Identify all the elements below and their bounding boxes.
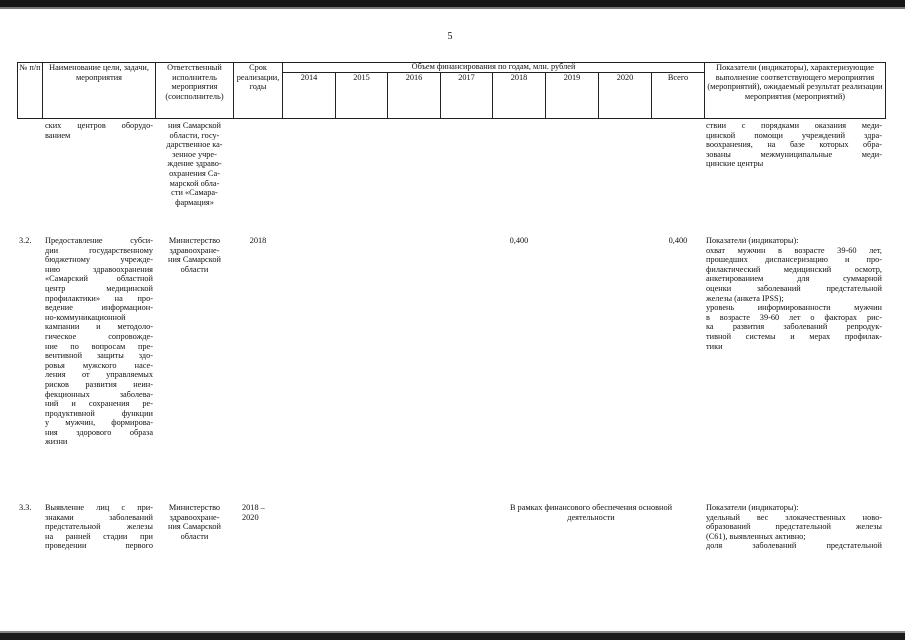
header-year-2016: 2016	[405, 73, 423, 82]
row-3-3-indicators	[706, 503, 882, 551]
row-3-3-term-line: 2018 –	[242, 503, 265, 512]
row-3-2-name-line: но-коммуникационной	[45, 312, 126, 322]
row-3-2-name-line: ровья мужского насе-	[45, 360, 153, 370]
continuation-responsible-line: охранения Са-	[169, 168, 220, 178]
row-3-3-indicator-line: (C61), выявленных активно;	[706, 531, 806, 541]
row-3-3-financing-note	[478, 503, 704, 522]
row-3-2-name-line: гическое сопровожде-	[45, 331, 153, 341]
row-3-3-indicator-line: удельный вес злокачественных ново-	[706, 512, 882, 522]
continuation-name-line: ванием	[45, 130, 71, 140]
row-3-3-responsible-line: Министерство	[168, 503, 221, 512]
row-3-3-responsible-line: здравоохране-	[169, 512, 220, 522]
row-3-2-indicator-line: в возрасте 39-60 лет о факторах рис-	[706, 312, 882, 322]
scan-bottom-border	[0, 633, 905, 640]
row-3-2-name-line: фекционных заболева-	[45, 389, 153, 399]
row-3-2-name-line: продуктивной функции	[45, 408, 153, 418]
row-3-3-indicator-line: Показатели (индикаторы):	[706, 503, 799, 512]
scan-top-border	[0, 0, 905, 7]
row-3-2-indicator-line: оценки заболеваний предстательной	[706, 283, 882, 293]
row-3-2-value-2018: 0,400	[509, 236, 529, 245]
row-3-2-name-line: ние по вопросам пре-	[45, 341, 153, 351]
row-3-2-indicator-line: анкетированием для суммарной	[706, 274, 882, 284]
row-3-2-name-line: кампании и методоло-	[45, 322, 153, 332]
row-3-2-name-line: профилактики» на про-	[45, 293, 153, 303]
scan-top-border-shadow	[0, 7, 905, 9]
continuation-responsible-line: ждение здраво-	[167, 159, 222, 169]
continuation-indicator-line: цинской помощи учреждений здра-	[706, 130, 882, 140]
continuation-responsible-line: дарственное ка-	[166, 140, 223, 150]
header-year-2020: 2020	[616, 73, 634, 82]
row-3-2-responsible-line: области	[180, 264, 209, 274]
row-3-3-financing-note-line: В рамках финансового обеспечения основной	[509, 503, 673, 512]
row-3-2-name-line: жизни	[45, 437, 68, 447]
row-3-2-name-line: бюджетному учрежде-	[45, 255, 153, 265]
row-3-2-name-line: Предоставление субси-	[45, 236, 153, 245]
header-indicators: Показатели (индикаторы), характеризующие выполнение соответствующего мероприятия (мероприятий), ожидаемый результат реализации мероприятия (мероприятий)	[707, 63, 883, 101]
row-3-2-name-line: «Самарский областной	[45, 274, 153, 284]
row-3-3-name-line: на ранней стадии при	[45, 531, 153, 541]
header-name: Наименование цели, задачи, мероприятия	[49, 63, 149, 82]
row-3-3-responsible-line: области	[180, 531, 209, 541]
row-3-2-responsible-line: здравоохране-	[169, 245, 220, 255]
row-3-2-name-line: ведение информацион-	[45, 303, 153, 313]
continuation-indicators	[706, 121, 882, 169]
row-3-2-indicator-line: железы (анкета IPSS);	[706, 293, 784, 303]
row-3-2-name-line: вентивной защиты здо-	[45, 351, 153, 361]
row-3-2-name-line: ния здорового образа	[45, 427, 153, 437]
header-year-2019: 2019	[563, 73, 581, 82]
continuation-name-line: ских центров оборудо-	[45, 121, 153, 130]
continuation-responsible-line: фармация»	[175, 197, 214, 207]
continuation-responsible-line: сти «Самара-	[171, 188, 218, 198]
page-number: 5	[447, 31, 453, 42]
row-3-2-name-line: ний и сохранения ре-	[45, 399, 153, 409]
row-3-3-term-line: 2020	[242, 512, 259, 522]
header-responsible: Ответственный исполнитель мероприятия (соисполнитель)	[165, 63, 224, 101]
row-3-3-term	[242, 503, 282, 522]
row-3-2-name-line: у мужчин, формирова-	[45, 418, 153, 428]
continuation-responsible-line: области, госу-	[169, 130, 220, 140]
row-3-2-indicator-line: уровень информированности мужчин	[706, 303, 882, 313]
row-3-2-indicator-line: ка развития заболеваний репродук-	[706, 322, 882, 332]
continuation-responsible-line: зенное учре-	[172, 149, 217, 159]
row-3-2-indicator-line: охват мужчин в возрасте 39-60 лет,	[706, 245, 882, 255]
row-3-3-financing-note-line: деятельности	[567, 512, 615, 522]
row-3-3-name-line: знаками заболеваний	[45, 512, 153, 522]
continuation-indicator-line: ствии с порядками оказания меди-	[706, 121, 882, 130]
row-3-2-name-line: центр медицинской	[45, 283, 153, 293]
header-year-2014: 2014	[300, 73, 318, 82]
row-3-3-responsible-line: ния Самарской	[168, 522, 221, 532]
continuation-responsible-line: марской обла-	[169, 178, 220, 188]
header-year-2017: 2017	[458, 73, 475, 82]
row-3-2-name	[45, 236, 153, 447]
row-3-2-responsible-line: ния Самарской	[168, 255, 221, 265]
row-3-2-name-line: дии государственному	[45, 245, 153, 255]
row-3-3-name-line: проведении первого	[45, 541, 153, 551]
continuation-name	[45, 121, 153, 140]
row-3-3-name-line: предстательной железы	[45, 522, 153, 532]
row-3-2-indicators	[706, 236, 882, 351]
row-3-2-responsible	[156, 236, 233, 274]
row-3-2-indicator-line: тивной системы и мерах профилак-	[706, 331, 882, 341]
row-3-2-name-line: ления от управляемых	[45, 370, 153, 380]
header-financing: Объем финансирования по годам, млн. рублей	[411, 62, 576, 71]
row-3-3-indicator-line: доля заболеваний предстательной	[706, 541, 882, 551]
continuation-responsible-line: ния Самарской	[168, 121, 221, 130]
row-3-2-indicator-line: филактический медицинский осмотр,	[706, 264, 882, 274]
header-total: Всего	[667, 73, 689, 82]
row-3-2-term: 2018	[249, 236, 267, 245]
header-year-2015: 2015	[353, 73, 370, 82]
row-3-2-name-line: нию здравоохранения	[45, 264, 153, 274]
row-3-3-responsible	[156, 503, 233, 541]
continuation-indicator-line: воохранения, на базе которых обра-	[706, 140, 882, 150]
row-3-3-num: 3.3.	[19, 503, 32, 512]
continuation-responsible	[156, 121, 233, 207]
continuation-indicator-line: зованы межмуниципальные меди-	[706, 149, 882, 159]
row-3-3-name	[45, 503, 153, 551]
row-3-3-name-line: Выявление лиц с при-	[45, 503, 153, 512]
row-3-2-name-line: рисков развития неин-	[45, 379, 153, 389]
row-3-3-indicator-line: образований предстательной железы	[706, 522, 882, 532]
header-term: Срок реализации, годы	[236, 63, 280, 92]
header-year-2018: 2018	[510, 73, 528, 82]
header-num: № п/п	[19, 63, 41, 72]
row-3-2-responsible-line: Министерство	[168, 236, 221, 245]
continuation-indicator-line: цинские центры	[706, 159, 764, 169]
row-3-2-indicator-line: Показатели (индикаторы):	[706, 236, 799, 245]
row-3-2-total: 0,400	[668, 236, 688, 245]
row-3-2-num: 3.2.	[19, 236, 32, 245]
row-3-2-indicator-line: тики	[706, 341, 723, 351]
row-3-2-indicator-line: прошедших диспансеризацию и про-	[706, 255, 882, 265]
